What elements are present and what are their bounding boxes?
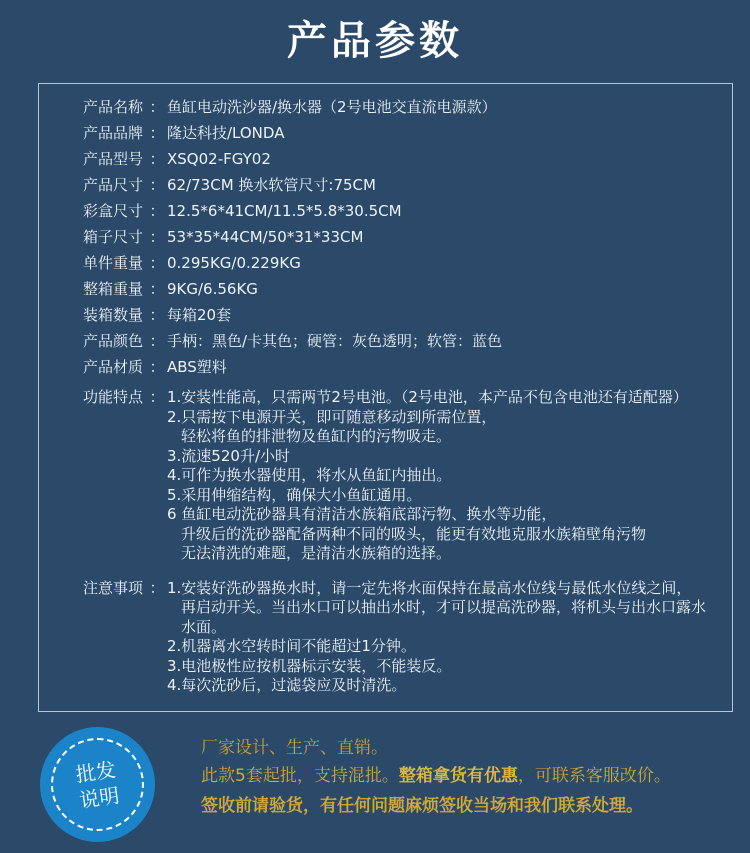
spec-row [83,172,718,198]
page-title: 产品参数 [287,18,463,64]
spec-separator: ： [149,578,165,597]
spec-section-line: 1.安装好洗砂器换水时，请一定先将水面保持在最高水位线与最低水位线之间， [167,578,692,597]
spec-section-line: 水面。 [181,617,227,636]
spec-label: 单件重量 [83,254,144,272]
spec-value: ABS塑料 [167,358,227,376]
spec-sections [83,388,718,696]
spec-value: 手柄：黑色/卡其色；硬管：灰色透明；软管：蓝色 [167,332,503,350]
wholesale-badge [40,727,155,842]
spec-section [83,579,718,696]
spec-label: 产品名称 [83,98,144,116]
spec-section-lines [167,388,718,564]
spec-row [83,94,718,120]
spec-section-line: 1.安装性能高，只需两节2号电池。（2号电池，本产品不包含电池还有适配器） [167,388,688,406]
spec-section [83,388,718,564]
spec-separator: ： [149,176,165,194]
wholesale-line-2-post: ，可联系客服改价。 [517,766,671,786]
spec-section-line: 再启动开关。当出水口可以抽出水时，才可以提高洗砂器，将机头与出水口露水 [181,598,707,616]
spec-label: 功能特点 [83,388,144,406]
spec-value: 隆达科技/LONDA [167,124,285,142]
spec-row [83,276,718,302]
spec-section-line: 2.只需按下电源开关，即可随意移动到所需位置， [167,407,497,426]
spec-section-line: 升级后的洗砂器配备两种不同的吸头，能更有效地克服水族箱壁角污物 [181,524,647,543]
wholesale-line-2-pre: 此款5套起批，支持混批。 [201,766,399,786]
spec-value: 53*35*44CM/50*31*33CM [167,228,364,246]
spec-section-lines [167,579,718,696]
spec-value: XSQ02-FGY02 [167,150,271,168]
spec-section-line: 4.每次洗砂后，过滤袋应及时清洗。 [167,676,407,694]
spec-separator: ： [149,254,165,272]
spec-label: 产品型号 [83,150,144,168]
spec-section-line: 3.流速520升/小时 [167,446,290,465]
spec-row [83,302,718,328]
spec-section-line: 2.机器离水空转时间不能超过1分钟。 [167,637,416,655]
spec-separator: ： [149,332,165,350]
spec-row [83,354,718,380]
spec-separator: ： [149,202,165,220]
spec-row [83,146,718,172]
spec-section-head [83,388,167,408]
spec-label: 整箱重量 [83,280,144,298]
badge-line-2: 说明 [77,782,121,813]
spec-separator: ： [149,124,165,142]
spec-label: 装箱数量 [83,306,144,324]
spec-box [38,83,733,712]
spec-separator: ： [149,98,165,116]
spec-section-line: 5.采用伸缩结构，确保大小鱼缸通用。 [167,485,422,504]
spec-value: 12.5*6*41CM/11.5*5.8*30.5CM [167,202,402,220]
spec-row [83,250,718,276]
spec-row [83,224,718,250]
spec-section-line: 轻松将鱼的排泄物及鱼缸内的污物吸走。 [181,427,452,445]
badge-line-1: 批发 [74,756,118,787]
spec-label: 产品颜色 [83,332,144,350]
wholesale-line-2-bold: 整箱拿货有优惠 [398,766,518,786]
wholesale-section [40,727,730,842]
wholesale-lines [201,727,671,817]
spec-label: 产品品牌 [83,124,144,142]
spec-value: 0.295KG/0.229KG [167,254,301,272]
spec-value: 9KG/6.56KG [167,280,258,298]
spec-separator: ： [149,280,165,298]
spec-label: 产品尺寸 [83,176,144,194]
spec-separator: ： [149,150,165,168]
wholesale-line-3: 签收前请验货，有任何问题麻烦签收当场和我们联系处理。 [201,796,643,816]
spec-label: 箱子尺寸 [83,228,144,246]
spec-row [83,328,718,354]
spec-separator: ： [149,306,165,324]
wholesale-line-1: 厂家设计、生产、直销。 [201,738,388,758]
spec-value: 鱼缸电动洗沙器/换水器（2号电池交直流电源款） [167,98,497,116]
spec-separator: ： [149,388,165,406]
spec-label: 产品材质 [83,358,144,376]
spec-separator: ： [149,358,165,376]
spec-label: 注意事项 [83,578,144,597]
spec-label: 彩盒尺寸 [83,202,144,220]
spec-separator: ： [149,228,165,246]
spec-section-line: 4.可作为换水器使用，将水从鱼缸内抽出。 [167,466,452,484]
spec-value: 62/73CM 换水软管尺寸:75CM [167,176,376,194]
wholesale-badge-text [33,720,163,850]
spec-section-line: 3.电池极性应按机器标示安装，不能装反。 [167,656,452,675]
spec-row [83,198,718,224]
spec-rows [83,94,718,380]
spec-section-head [83,579,167,599]
spec-section-line: 6 鱼缸电动洗砂器具有清洁水族箱底部污物、换水等功能， [167,505,557,523]
spec-row [83,120,718,146]
spec-section-line: 无法清洗的难题，是清洁水族箱的选择。 [181,544,452,562]
spec-value: 每箱20套 [167,306,232,324]
wholesale-line-2 [201,765,671,787]
